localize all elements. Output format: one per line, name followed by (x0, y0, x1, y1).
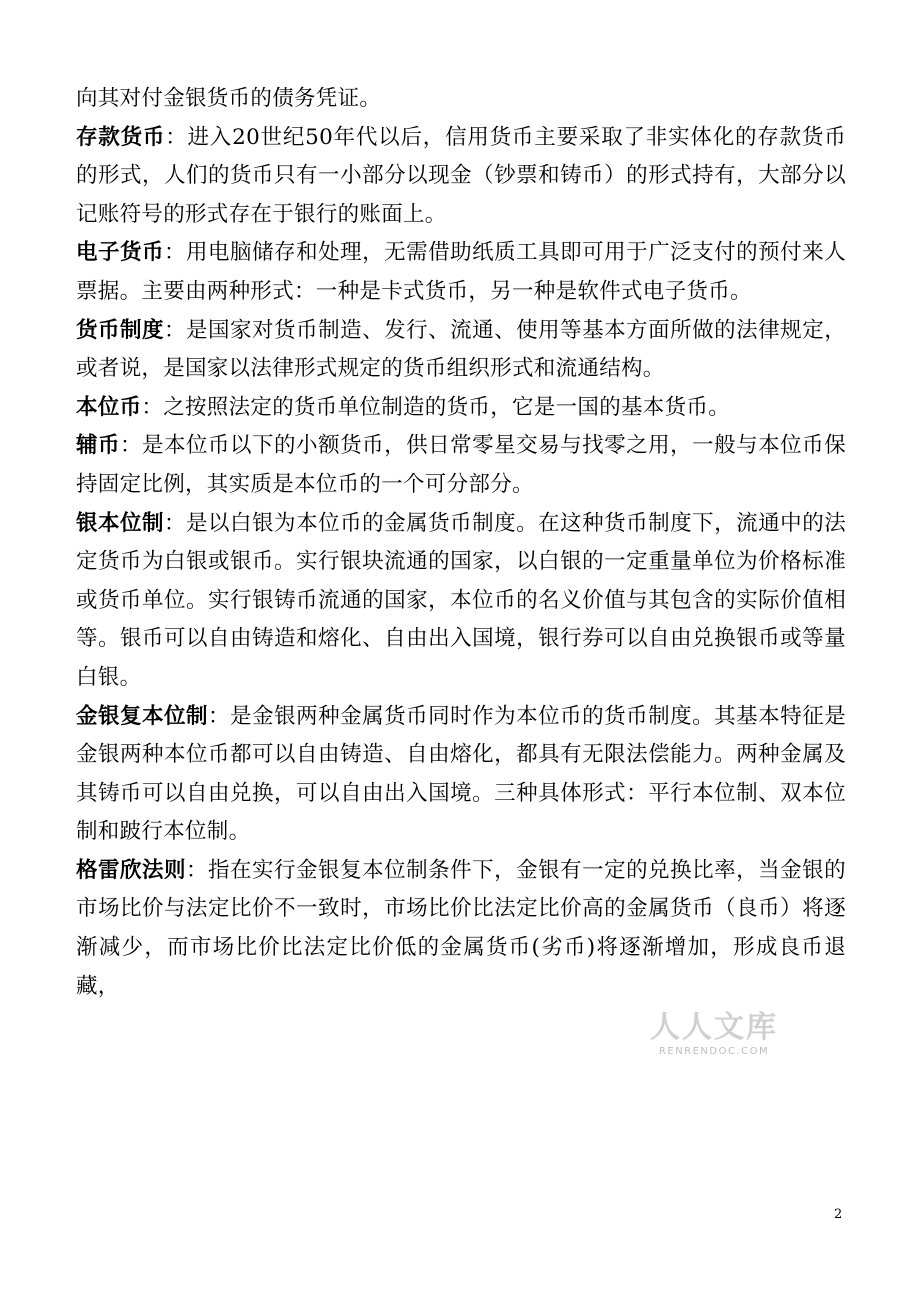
term-heading: 格雷欣法则 (76, 857, 187, 883)
term-heading: 货币制度 (76, 317, 165, 343)
paragraph-text: ：进入20世纪50年代以后，信用货币主要采取了非实体化的存款货币的形式，人们的货币只有一小部分以现金（钞票和铸币）的形式持有，大部分以记账符号的形式存在于银行的账面上。 (76, 124, 846, 227)
paragraph-text: ：用电脑储存和处理，无需借助纸质工具即可用于广泛支付的预付来人票据。主要由两种形式：一种是卡式货币，另一种是软件式电子货币。 (76, 240, 846, 304)
paragraph-greshams-law (76, 852, 846, 1006)
paragraph-text: ：是以白银为本位币的金属货币制度。在这种货币制度下，流通中的法定货币为白银或银币。实行银块流通的国家，以白银的一定重量单位为价格标准或货币单位。实行银铸币流通的国家，本位币的名义价值与其包含的实际价值相等。银币可以自由铸造和熔化、自由出入国境，银行券可以自由兑换银币或等量白银。 (76, 510, 846, 690)
watermark-subtitle: RENRENDOC.COM (658, 1046, 770, 1057)
page-number: 2 (834, 1207, 843, 1222)
paragraph-text: ：是国家对货币制造、发行、流通、使用等基本方面所做的法律规定，或者说，是国家以法律形式规定的货币组织形式和流通结构。 (76, 317, 846, 382)
paragraph-continuation (76, 80, 846, 119)
term-heading: 银本位制 (76, 510, 165, 536)
term-heading: 金银复本位制 (76, 703, 209, 729)
paragraph-bimetallism (76, 698, 846, 852)
watermark-title: 人人文库 (650, 1010, 778, 1045)
term-heading: 电子货币 (76, 240, 165, 266)
document-body (76, 80, 846, 1006)
paragraph-text: 向其对付金银货币的债务凭证。 (76, 86, 382, 111)
paragraph-electronic-money (76, 234, 846, 311)
term-heading: 存款货币 (76, 124, 166, 150)
paragraph-monetary-system (76, 312, 846, 389)
term-heading: 本位币 (76, 394, 142, 420)
paragraph-text: ：之按照法定的货币单位制造的货币，它是一国的基本货币。 (141, 394, 731, 420)
paragraph-deposit-money (76, 119, 846, 235)
watermark (644, 1010, 784, 1058)
paragraph-text: ：是金银两种金属货币同时作为本位币的货币制度。其基本特征是金银两种本位币都可以自由铸造、自由熔化，都具有无限法偿能力。两种金属及其铸币可以自由兑换，可以自由出入国境。三种具体形式：平行本位制、双本位制和跛行本位制。 (76, 703, 847, 845)
paragraph-text: ：是本位币以下的小额货币，供日常零星交易与找零之用，一般与本位币保持固定比例，其实质是本位币的一个可分部分。 (76, 433, 846, 497)
paragraph-silver-standard (76, 505, 846, 698)
paragraph-standard-money (76, 389, 846, 428)
paragraph-text: ：指在实行金银复本位制条件下，金银有一定的兑换比率，当金银的市场比价与法定比价不一致时，市场比价比法定比价高的金属货币（良币）将逐渐减少，而市场比价比法定比价低的金属货币(劣币)将逐渐增加，形成良币退藏， (76, 857, 846, 999)
term-heading: 辅币 (76, 433, 121, 459)
paragraph-subsidiary-coin (76, 427, 846, 504)
